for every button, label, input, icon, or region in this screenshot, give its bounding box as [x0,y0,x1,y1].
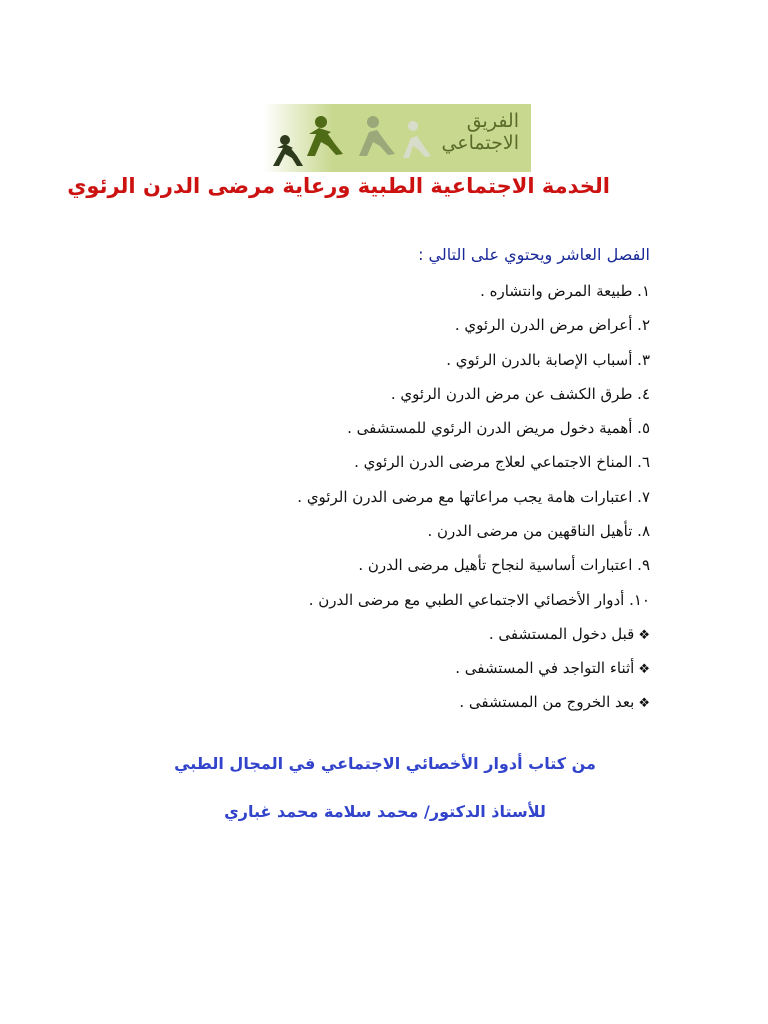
list-item: ٤. طرق الكشف عن مرض الدرن الرئوي . [390,384,650,403]
logo-line-2: الاجتماعي [441,132,519,154]
diamond-bullet-icon: ❖ [638,661,650,677]
diamond-bullet-icon: ❖ [638,695,650,711]
list-item: ٧. اعتبارات هامة يجب مراعاتها مع مرضى الدرن الرئوي . [297,487,650,506]
page-title: الخدمة الاجتماعية الطبية ورعاية مرضى الدرن الرئوي [67,174,610,198]
list-item: ٣. أسباب الإصابة بالدرن الرئوي . [446,350,650,369]
list-item: ٨. تأهيل الناقهين من مرضى الدرن . [427,522,650,541]
chapter-contents [190,240,650,719]
list-item: ٥. أهمية دخول مريض الدرن الرئوي للمستشفى . [347,419,650,438]
sub-item-text: أثناء التواجد في المستشفى . [455,658,635,677]
sub-list-item [190,617,650,651]
sub-list-item [190,651,650,685]
list-item: ٩. اعتبارات أساسية لنجاح تأهيل مرضى الدرن . [358,556,650,575]
team-logo [263,104,531,172]
sub-list-item [190,685,650,719]
chapter-intro: الفصل العاشر ويحتوي على التالي : [418,245,650,264]
book-source: من كتاب أدوار الأخصائي الاجتماعي في المجال الطبي [174,754,596,773]
list-item: ١. طبيعة المرض وانتشاره . [480,282,650,300]
logo-text [409,110,519,154]
list-item: ١٠. أدوار الأخصائي الاجتماعي الطبي مع مرضى الدرن . [308,590,650,609]
list-item: ٦. المناخ الاجتماعي لعلاج مرضى الدرن الرئوي . [354,453,650,472]
diamond-bullet-icon: ❖ [638,627,650,643]
logo-line-1: الفريق [466,110,519,132]
sub-item-text: قبل دخول المستشفى . [488,624,635,643]
sub-item-text: بعد الخروج من المستشفى . [459,692,635,711]
list-item: ٢. أعراض مرض الدرن الرئوي . [454,316,650,335]
author-credit: للأستاذ الدكتور/ محمد سلامة محمد غباري [224,802,546,821]
